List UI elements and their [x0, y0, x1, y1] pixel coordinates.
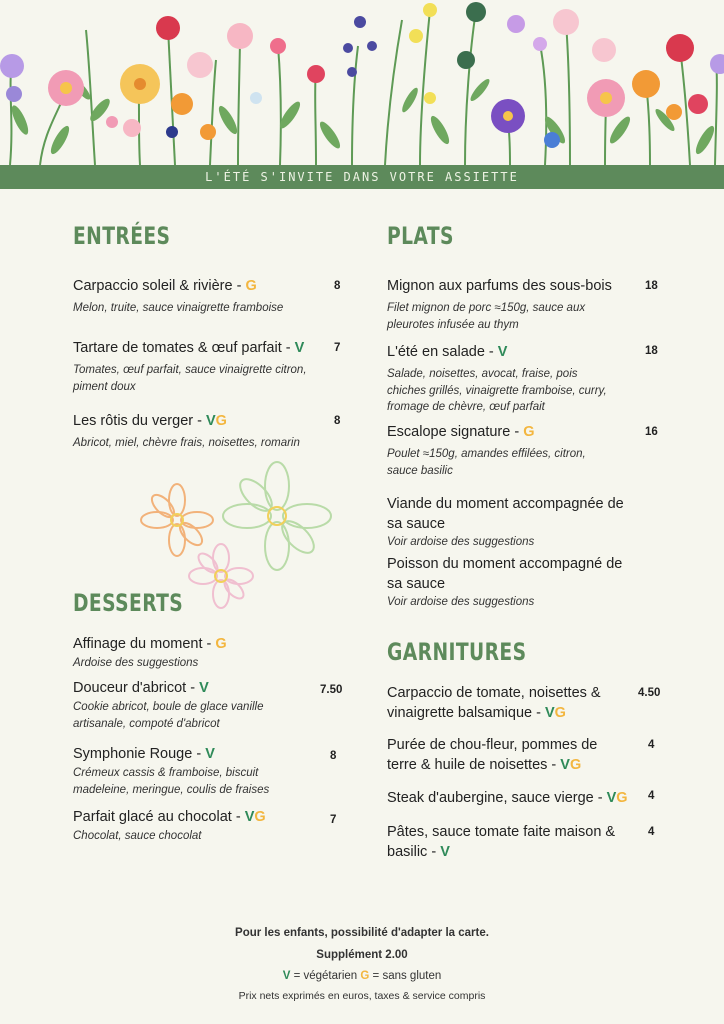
item-name: Douceur d'abricot - V — [73, 680, 209, 696]
menu-item — [73, 411, 335, 452]
item-name: Carpaccio soleil & rivière - G — [73, 278, 257, 294]
item-price: 8 — [334, 415, 341, 427]
item-name: Poisson du moment accompagné de sa sauce — [387, 556, 623, 592]
item-price: 18 — [645, 345, 658, 357]
item-description: Filet mignon de porc ≈150g, sauce aux pleurotes infusée au thym — [387, 302, 586, 331]
item-price: 4.50 — [638, 687, 661, 699]
item-description: Salade, noisettes, avocat, fraise, pois chiches grillés, vinaigrette framboise, curry, fromage de chèvre, œuf parfait — [387, 368, 607, 413]
item-name: L'été en salade - V — [387, 344, 508, 360]
item-price: 7 — [334, 342, 341, 354]
item-description: Chocolat, sauce chocolat — [73, 830, 202, 842]
item-description: Cookie abricot, boule de glace vanille artisanale, compoté d'abricot — [73, 701, 264, 730]
item-price: 18 — [645, 280, 658, 292]
item-price: 4 — [648, 826, 655, 838]
item-name: Mignon aux parfums des sous-bois — [387, 278, 612, 294]
item-description: Abricot, miel, chèvre frais, noisettes, romarin — [73, 437, 300, 449]
menu-item — [73, 338, 333, 395]
prices-note: Prix nets exprimés en euros, taxes & service compris — [238, 990, 486, 1002]
item-name: Symphonie Rouge - V — [73, 746, 215, 762]
menu-item — [73, 678, 303, 732]
item-description: Poulet ≈150g, amandes effilées, citron, sauce basilic — [387, 448, 586, 477]
menu-item — [387, 276, 637, 333]
tagline-band — [0, 165, 724, 189]
item-name: Pâtes, sauce tomate faite maison & basilic - V — [387, 824, 616, 860]
menu-item — [387, 788, 637, 808]
item-name: Parfait glacé au chocolat - VG — [73, 809, 266, 825]
item-name: Steak d'aubergine, sauce vierge - VG — [387, 790, 628, 806]
legend-gluten-symbol: G — [360, 970, 370, 982]
item-price: 7.50 — [320, 684, 343, 696]
supplement-note: Supplément 2.00 — [316, 949, 408, 961]
menu-item — [387, 494, 632, 551]
flower-illustration-icon — [0, 0, 724, 165]
menu-item — [387, 342, 632, 416]
legend-veg-text: = végétarien — [290, 970, 361, 982]
section-title-garnitures: GARNITURES — [387, 638, 527, 666]
legend-gluten-text: = sans gluten — [369, 970, 442, 982]
section-title-desserts: DESSERTS — [73, 589, 184, 617]
tagline: L'ÉTÉ S'INVITE DANS VOTRE ASSIETTE — [205, 170, 519, 184]
item-name: Purée de chou-fleur, pommes de terre & huile de noisettes - VG — [387, 737, 598, 773]
menu-item — [387, 683, 627, 723]
item-price: 4 — [648, 739, 655, 751]
kids-note: Pour les enfants, possibilité d'adapter la carte. — [235, 927, 489, 939]
legend-veg-symbol: V — [282, 970, 291, 982]
menu-item — [73, 276, 328, 317]
menu-item — [73, 807, 323, 845]
menu-item — [387, 554, 632, 611]
item-price: 4 — [648, 790, 655, 802]
section-title-entrees: ENTRÉES — [73, 222, 171, 250]
section-title-plats: PLATS — [387, 222, 454, 250]
item-price: 7 — [330, 814, 337, 826]
item-name: Carpaccio de tomate, noisettes & vinaigrette balsamique - VG — [387, 685, 601, 721]
item-description: Crémeux cassis & framboise, biscuit madeleine, meringue, coulis de fraises — [73, 767, 270, 796]
menu-item — [387, 822, 637, 862]
item-description: Ardoise des suggestions — [73, 657, 199, 669]
menu-item — [73, 634, 323, 672]
item-name: Affinage du moment - G — [73, 636, 227, 652]
item-price: 8 — [334, 280, 341, 292]
item-name: Tartare de tomates & œuf parfait - V — [73, 340, 305, 356]
item-name: Viande du moment accompagnée de sa sauce — [387, 496, 624, 532]
floral-banner — [0, 0, 724, 165]
diet-legend — [0, 970, 724, 982]
menu-item — [73, 744, 303, 798]
item-name: Escalope signature - G — [387, 424, 535, 440]
item-description: Voir ardoise des suggestions — [387, 536, 535, 548]
item-description: Tomates, œuf parfait, sauce vinaigrette citron, piment doux — [73, 364, 307, 393]
item-description: Voir ardoise des suggestions — [387, 596, 535, 608]
menu-item — [387, 735, 627, 775]
item-price: 8 — [330, 750, 337, 762]
item-description: Melon, truite, sauce vinaigrette framboise — [73, 302, 284, 314]
item-price: 16 — [645, 426, 658, 438]
menu-item — [387, 422, 632, 479]
item-name: Les rôtis du verger - VG — [73, 413, 227, 429]
